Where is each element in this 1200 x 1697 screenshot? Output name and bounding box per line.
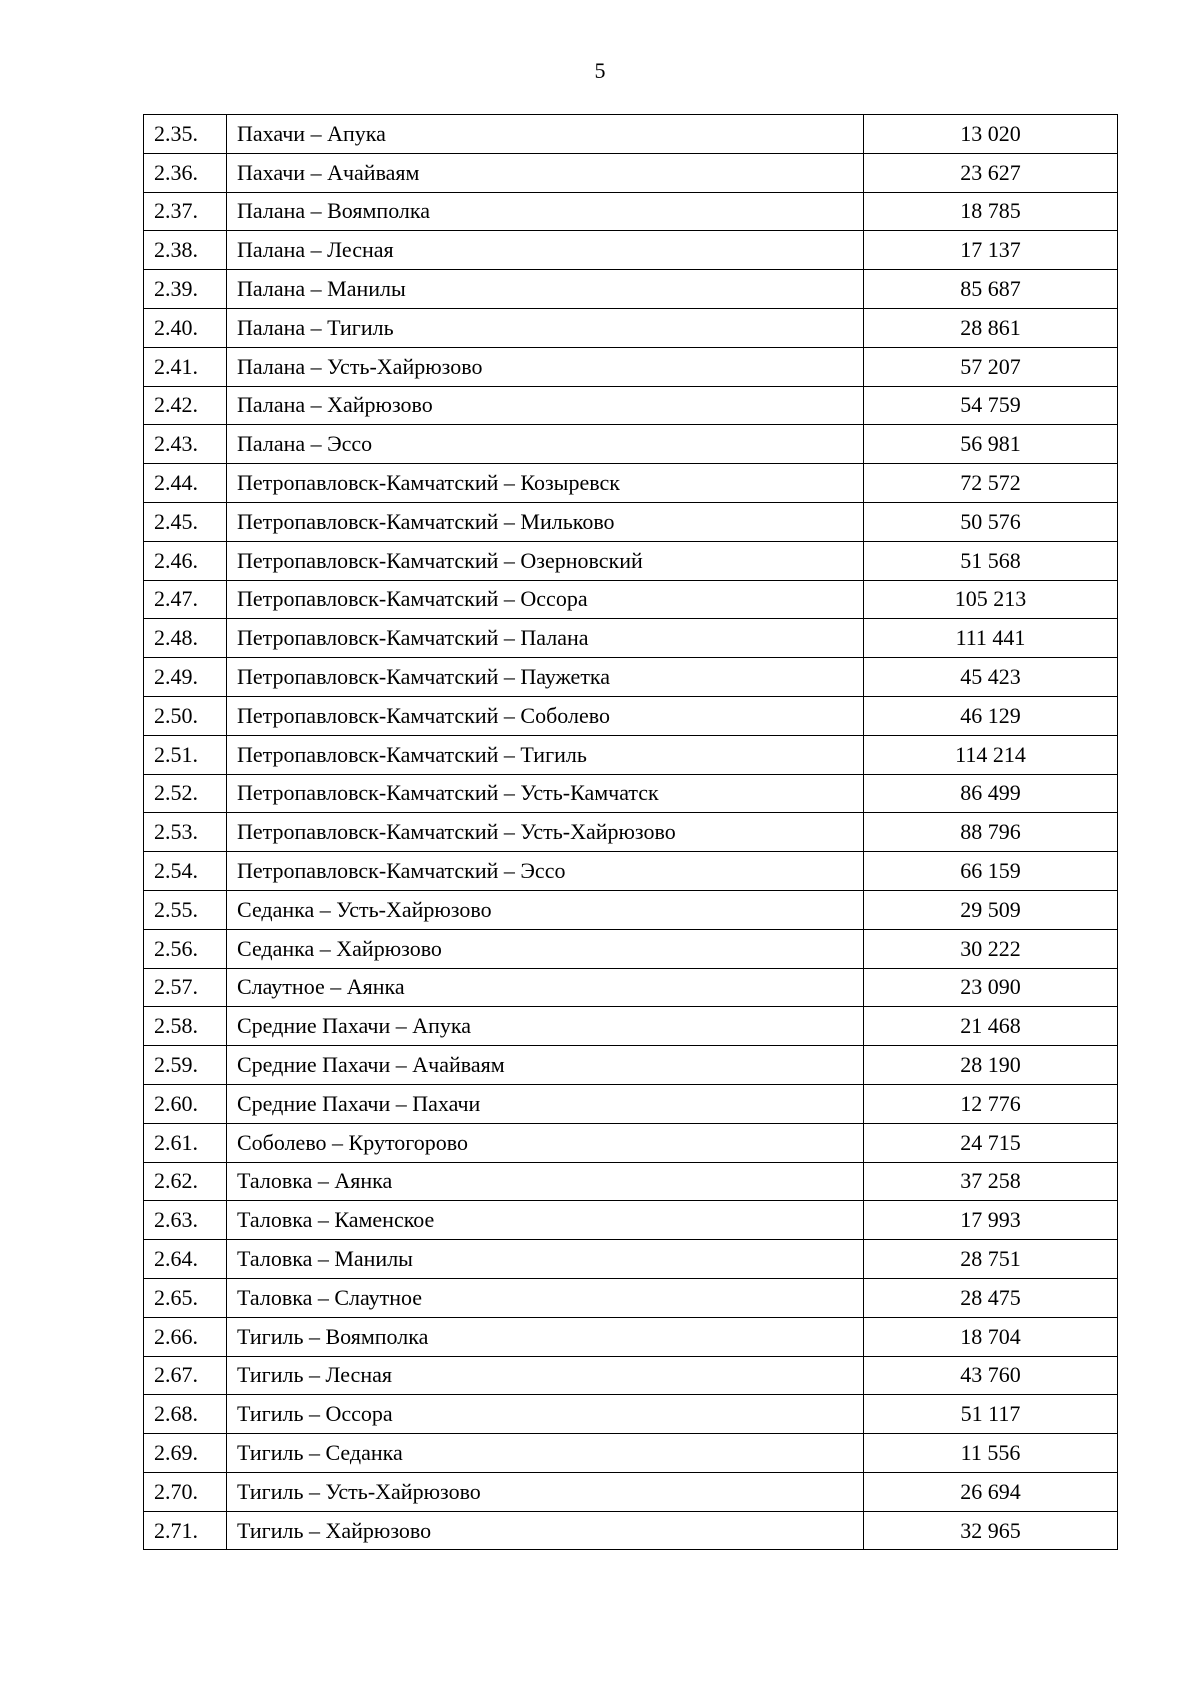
row-number-cell: 2.54.	[144, 852, 227, 891]
row-number-cell: 2.50.	[144, 696, 227, 735]
route-cell: Тигиль – Усть-Хайрюзово	[227, 1472, 864, 1511]
row-number-cell: 2.45.	[144, 502, 227, 541]
table-row	[144, 115, 1118, 154]
distance-cell: 28 190	[864, 1046, 1118, 1085]
table-row	[144, 1007, 1118, 1046]
row-number-cell: 2.64.	[144, 1240, 227, 1279]
distance-cell: 18 785	[864, 192, 1118, 231]
row-number-cell: 2.47.	[144, 580, 227, 619]
table-row	[144, 231, 1118, 270]
distance-cell: 32 965	[864, 1511, 1118, 1550]
row-number-cell: 2.55.	[144, 890, 227, 929]
route-cell: Палана – Лесная	[227, 231, 864, 270]
page-number: 5	[594, 58, 606, 83]
row-number-cell: 2.70.	[144, 1472, 227, 1511]
distance-cell: 46 129	[864, 696, 1118, 735]
row-number-cell: 2.63.	[144, 1201, 227, 1240]
route-cell: Таловка – Каменское	[227, 1201, 864, 1240]
table-row	[144, 1511, 1118, 1550]
route-cell: Тигиль – Хайрюзово	[227, 1511, 864, 1550]
route-cell: Пахачи – Апука	[227, 115, 864, 154]
row-number-cell: 2.36.	[144, 153, 227, 192]
row-number-cell: 2.40.	[144, 308, 227, 347]
row-number-cell: 2.38.	[144, 231, 227, 270]
distance-cell: 17 993	[864, 1201, 1118, 1240]
route-cell: Палана – Эссо	[227, 425, 864, 464]
row-number-cell: 2.56.	[144, 929, 227, 968]
route-cell: Таловка – Аянка	[227, 1162, 864, 1201]
row-number-cell: 2.58.	[144, 1007, 227, 1046]
row-number-cell: 2.43.	[144, 425, 227, 464]
distance-cell: 51 568	[864, 541, 1118, 580]
route-cell: Тигиль – Оссора	[227, 1395, 864, 1434]
table-row	[144, 1084, 1118, 1123]
table-row	[144, 1434, 1118, 1473]
route-cell: Петропавловск-Камчатский – Усть-Камчатск	[227, 774, 864, 813]
route-cell: Петропавловск-Камчатский – Соболево	[227, 696, 864, 735]
route-cell: Средние Пахачи – Апука	[227, 1007, 864, 1046]
route-cell: Петропавловск-Камчатский – Мильково	[227, 502, 864, 541]
distance-cell: 17 137	[864, 231, 1118, 270]
distance-cell: 88 796	[864, 813, 1118, 852]
table-row	[144, 153, 1118, 192]
table-row	[144, 1472, 1118, 1511]
route-cell: Тигиль – Седанка	[227, 1434, 864, 1473]
distance-cell: 85 687	[864, 270, 1118, 309]
distance-cell: 56 981	[864, 425, 1118, 464]
distance-cell: 23 090	[864, 968, 1118, 1007]
table-row	[144, 1123, 1118, 1162]
row-number-cell: 2.37.	[144, 192, 227, 231]
row-number-cell: 2.62.	[144, 1162, 227, 1201]
distance-cell: 51 117	[864, 1395, 1118, 1434]
distance-cell: 30 222	[864, 929, 1118, 968]
distance-cell: 72 572	[864, 464, 1118, 503]
distance-cell: 50 576	[864, 502, 1118, 541]
table-row	[144, 1201, 1118, 1240]
row-number-cell: 2.57.	[144, 968, 227, 1007]
table-row	[144, 464, 1118, 503]
route-cell: Седанка – Усть-Хайрюзово	[227, 890, 864, 929]
route-cell: Палана – Воямполка	[227, 192, 864, 231]
row-number-cell: 2.52.	[144, 774, 227, 813]
route-cell: Петропавловск-Камчатский – Озерновский	[227, 541, 864, 580]
routes-table	[143, 114, 1118, 1550]
route-cell: Соболево – Крутогорово	[227, 1123, 864, 1162]
table-row	[144, 929, 1118, 968]
distance-cell: 12 776	[864, 1084, 1118, 1123]
route-cell: Таловка – Манилы	[227, 1240, 864, 1279]
distance-cell: 11 556	[864, 1434, 1118, 1473]
distance-cell: 24 715	[864, 1123, 1118, 1162]
row-number-cell: 2.41.	[144, 347, 227, 386]
table-row	[144, 386, 1118, 425]
table-row	[144, 890, 1118, 929]
distance-cell: 111 441	[864, 619, 1118, 658]
table-row	[144, 1356, 1118, 1395]
distance-cell: 13 020	[864, 115, 1118, 154]
row-number-cell: 2.35.	[144, 115, 227, 154]
table-row	[144, 1046, 1118, 1085]
distance-cell: 29 509	[864, 890, 1118, 929]
row-number-cell: 2.69.	[144, 1434, 227, 1473]
table-row	[144, 619, 1118, 658]
route-cell: Пахачи – Ачайваям	[227, 153, 864, 192]
row-number-cell: 2.53.	[144, 813, 227, 852]
distance-cell: 66 159	[864, 852, 1118, 891]
table-row	[144, 425, 1118, 464]
distance-cell: 43 760	[864, 1356, 1118, 1395]
distance-cell: 28 861	[864, 308, 1118, 347]
row-number-cell: 2.60.	[144, 1084, 227, 1123]
table-row	[144, 1317, 1118, 1356]
row-number-cell: 2.66.	[144, 1317, 227, 1356]
row-number-cell: 2.51.	[144, 735, 227, 774]
distance-cell: 114 214	[864, 735, 1118, 774]
distance-cell: 21 468	[864, 1007, 1118, 1046]
table-row	[144, 347, 1118, 386]
route-cell: Средние Пахачи – Ачайваям	[227, 1046, 864, 1085]
route-cell: Тигиль – Воямполка	[227, 1317, 864, 1356]
table-row	[144, 1278, 1118, 1317]
table-row	[144, 774, 1118, 813]
row-number-cell: 2.61.	[144, 1123, 227, 1162]
row-number-cell: 2.65.	[144, 1278, 227, 1317]
distance-cell: 28 475	[864, 1278, 1118, 1317]
table-row	[144, 813, 1118, 852]
route-cell: Седанка – Хайрюзово	[227, 929, 864, 968]
distance-cell: 57 207	[864, 347, 1118, 386]
row-number-cell: 2.46.	[144, 541, 227, 580]
route-cell: Таловка – Слаутное	[227, 1278, 864, 1317]
distance-cell: 54 759	[864, 386, 1118, 425]
distance-cell: 28 751	[864, 1240, 1118, 1279]
table-row	[144, 968, 1118, 1007]
row-number-cell: 2.59.	[144, 1046, 227, 1085]
table-row	[144, 852, 1118, 891]
row-number-cell: 2.39.	[144, 270, 227, 309]
table-row	[144, 1162, 1118, 1201]
route-cell: Палана – Усть-Хайрюзово	[227, 347, 864, 386]
distance-cell: 26 694	[864, 1472, 1118, 1511]
route-cell: Слаутное – Аянка	[227, 968, 864, 1007]
distance-cell: 23 627	[864, 153, 1118, 192]
table-row	[144, 735, 1118, 774]
route-cell: Петропавловск-Камчатский – Усть-Хайрюзово	[227, 813, 864, 852]
row-number-cell: 2.44.	[144, 464, 227, 503]
distance-cell: 45 423	[864, 658, 1118, 697]
route-cell: Средние Пахачи – Пахачи	[227, 1084, 864, 1123]
distance-cell: 105 213	[864, 580, 1118, 619]
routes-table-body	[144, 115, 1118, 1550]
distance-cell: 18 704	[864, 1317, 1118, 1356]
row-number-cell: 2.49.	[144, 658, 227, 697]
table-row	[144, 308, 1118, 347]
table-row	[144, 1240, 1118, 1279]
table-row	[144, 192, 1118, 231]
route-cell: Палана – Тигиль	[227, 308, 864, 347]
row-number-cell: 2.67.	[144, 1356, 227, 1395]
table-row	[144, 541, 1118, 580]
route-cell: Петропавловск-Камчатский – Тигиль	[227, 735, 864, 774]
table-row	[144, 502, 1118, 541]
route-cell: Палана – Хайрюзово	[227, 386, 864, 425]
route-cell: Тигиль – Лесная	[227, 1356, 864, 1395]
route-cell: Петропавловск-Камчатский – Оссора	[227, 580, 864, 619]
table-row	[144, 696, 1118, 735]
row-number-cell: 2.68.	[144, 1395, 227, 1434]
table-row	[144, 580, 1118, 619]
row-number-cell: 2.48.	[144, 619, 227, 658]
route-cell: Петропавловск-Камчатский – Палана	[227, 619, 864, 658]
table-row	[144, 1395, 1118, 1434]
route-cell: Петропавловск-Камчатский – Козыревск	[227, 464, 864, 503]
distance-cell: 86 499	[864, 774, 1118, 813]
row-number-cell: 2.71.	[144, 1511, 227, 1550]
route-cell: Петропавловск-Камчатский – Паужетка	[227, 658, 864, 697]
row-number-cell: 2.42.	[144, 386, 227, 425]
route-cell: Петропавловск-Камчатский – Эссо	[227, 852, 864, 891]
distance-cell: 37 258	[864, 1162, 1118, 1201]
table-row	[144, 270, 1118, 309]
table-row	[144, 658, 1118, 697]
route-cell: Палана – Манилы	[227, 270, 864, 309]
